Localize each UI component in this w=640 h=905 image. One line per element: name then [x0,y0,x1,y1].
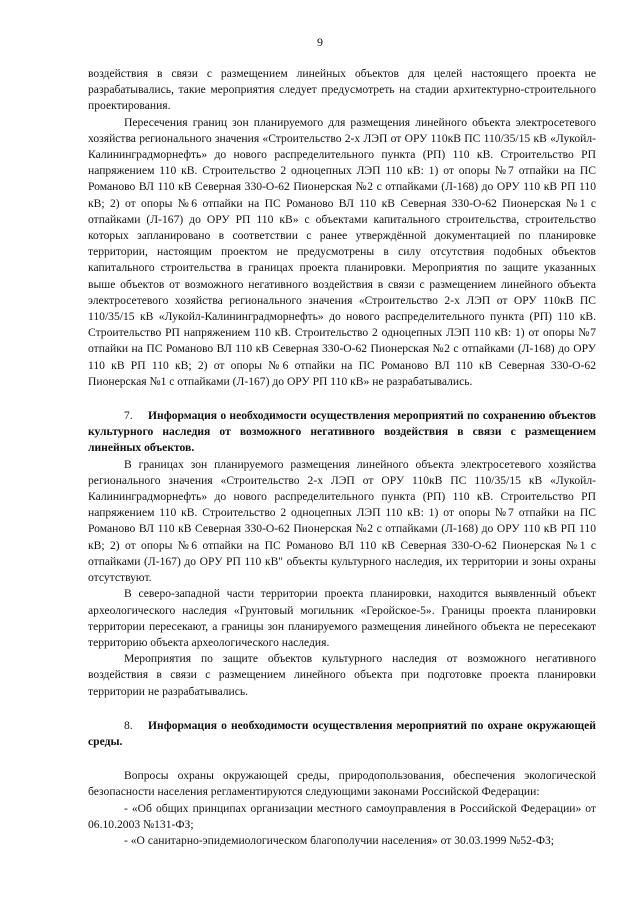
section-8-paragraph: Вопросы охраны окружающей среды, природопользования, обеспечения экологической безопасности населения регламентируются следующими законами Российской Федерации: [88,769,596,799]
section-8-heading [88,718,596,750]
section-7-title: Информация о необходимости осуществления мероприятий по сохранению объектов культурного наследия от возможного негативного воздействия в связи с размещением линейных объектов. [88,409,596,455]
page-content [88,66,596,849]
paragraph-intersections: Пересечения границ зон планируемого для размещения линейного объекта электросетевого хозяйства регионального значения «Строительство 2-х ЛЭП от ОРУ 110кВ ПС 110/35/15 кВ «Лукойл-Калининградморнефть» до нового распределительного пункта (РП) 110 кВ. Строительство РП напряжением 110 кВ. Строительство 2 одноцепных ЛЭП 110 кВ: 1) от опоры №7 отпайки на ПС Романово ВЛ 110 кВ Северная 330-О-62 Пионерская №2 с отпайками (Л-168) до ОРУ 110 кВ РП 110 кВ; 2) от опоры №6 отпайки на ПС Романово ВЛ 110 кВ Северная 330-О-62 Пионерская №1 с отпайками (Л-167) до ОРУ РП 110 кВ» с объектами капитального строительства, строительство которых запланировано в соответствии с ранее утверждённой документацией по планировке территории, настоящим проектом не предусмотрены в силу отсутствия подобных объектов капитального строительства в границах проекта планировки. Мероприятия по защите указанных выше объектов от возможного негативного воздействия в связи с размещением линейного объекта электросетевого хозяйства регионального значения «Строительство 2-х ЛЭП от ОРУ 110кВ ПС 110/35/15 кВ «Лукойл-Калининградморнефть» до нового распределительного пункта (РП) 110 кВ. Строительство РП напряжением 110 кВ. Строительство 2 одноцепных ЛЭП 110 кВ: 1) от опоры №7 отпайки на ПС Романово ВЛ 110 кВ Северная 330-О-62 Пионерская №2 с отпайками (Л-168) до ОРУ 110 кВ РП 110 кВ; 2) от опоры №6 отпайки на ПС Романово ВЛ 110 кВ Северная 330-О-62 Пионерская №1 с отпайками (Л-167) до ОРУ РП 110 кВ» не разрабатывались. [88,115,596,388]
section-7-paragraph: В северо-западной части территории проекта планировки, находится выявленный объект археологического наследия «Грунтовый могильник «Геройское-5». Границы проекта планировки территории пересекают, а границы зон планируемого размещения линейного объекта не пересекают территорию объекта археологического наследия. [88,587,596,649]
section-7-paragraph: Мероприятия по защите объектов культурного наследия от возможного негативного воздействия в связи с размещением линейного объекта при подготовке проекта планировки территории не разрабатывались. [88,652,596,698]
page-number: 9 [317,35,323,49]
section-7-paragraph: В границах зон планируемого размещения линейного объекта электросетевого хозяйства регионального значения «Строительство 2-х ЛЭП от ОРУ 110кВ ПС 110/35/15 кВ «Лукойл-Калининградморнефть» до нового распределительного пункта (РП) 110 кВ. Строительство РП напряжением 110 кВ. Строительство 2 одноцепных ЛЭП 110 кВ: 1) от опоры №7 отпайки на ПС Романово ВЛ 110 кВ Северная 330-О-62 Пионерская №2 с отпайками (Л-168) до ОРУ 110 кВ РП 110 кВ; 2) от опоры №6 отпайки на ПС Романово ВЛ 110 кВ Северная 330-О-62 Пионерская №1 с отпайками (Л-167) до ОРУ РП 110 кВ" объекты культурного наследия, их территории и зоны охраны отсутствуют. [88,457,596,585]
law-list-item: - «Об общих принципах организации местного самоуправления в Российской Федерации» от 06.10.2003 №131-ФЗ; [88,801,596,831]
section-7-heading [88,408,596,457]
section-7-number: 7. [124,409,133,423]
law-list-item: - «О санитарно-эпидемиологическом благополучии населения» от 30.03.1999 №52-ФЗ; [124,833,555,847]
paragraph-continuation: воздействия в связи с размещением линейных объектов для целей настоящего проекта не разрабатывались, такие мероприятия следует предусмотреть на стадии архитектурно-строительного проектирования. [88,67,596,113]
section-8-number: 8. [124,718,133,732]
section-8-title: Информация о необходимости осуществления мероприятий по охране окружающей среды. [88,718,596,748]
